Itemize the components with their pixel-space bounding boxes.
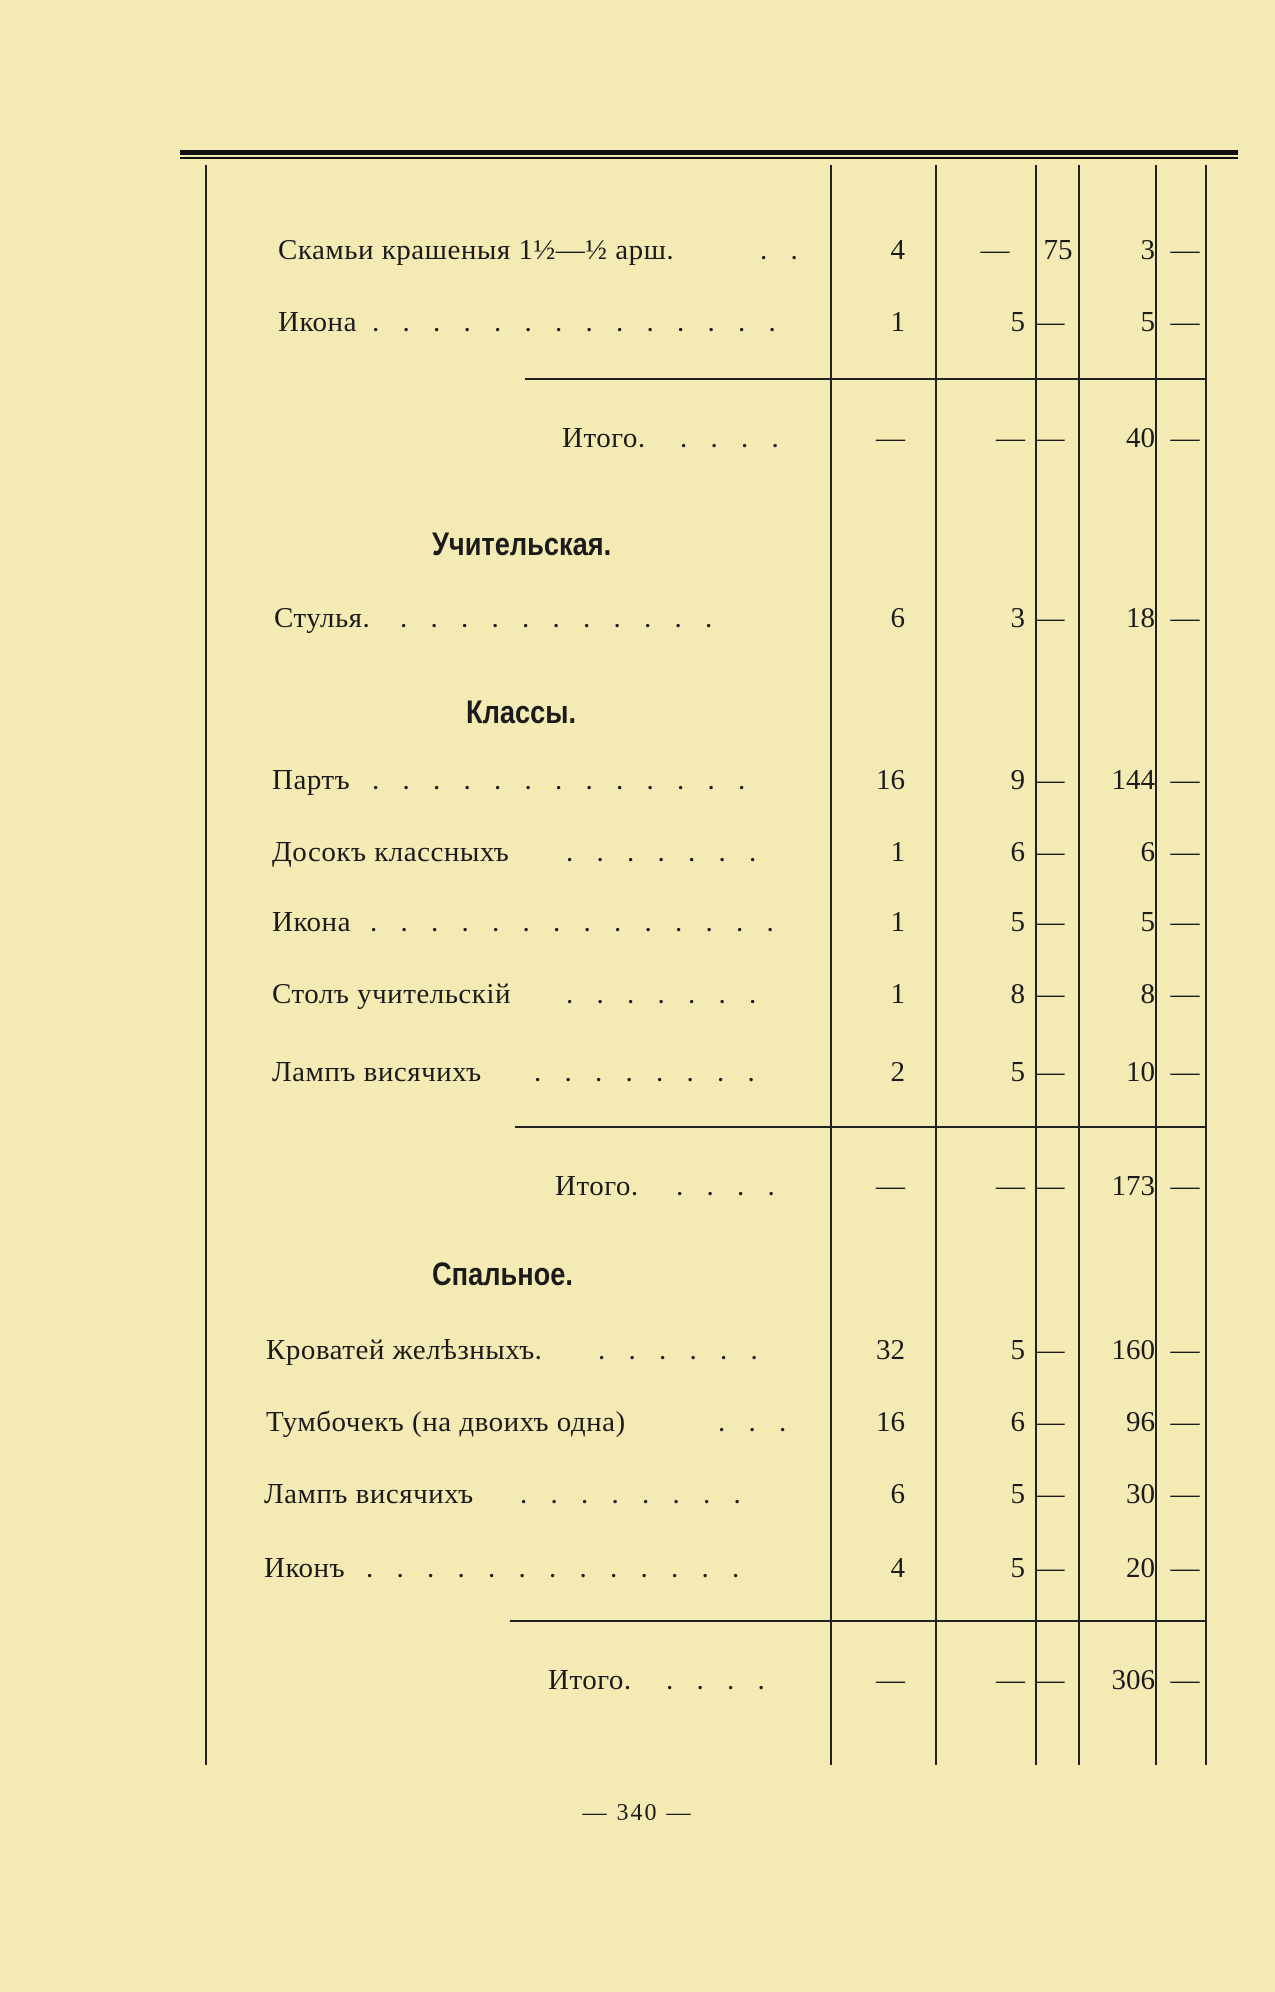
sum-rub-cell: 5: [1140, 306, 1155, 338]
price-rub-cell: —: [996, 422, 1025, 454]
qty-cell: 1: [890, 906, 905, 938]
table-row: [0, 234, 1275, 284]
sum-kop-cell: —: [1170, 1170, 1200, 1202]
qty-cell: 16: [876, 764, 905, 796]
leader-dots: . . . . . . . . . . . . . .: [370, 906, 782, 938]
item-label: Стулья.: [274, 602, 371, 634]
sum-rub-cell: 8: [1140, 978, 1155, 1010]
leader-dots: . . . . . . . . . . . . .: [366, 1552, 748, 1584]
section-heading: Классы.: [466, 694, 577, 730]
sum-kop-cell: —: [1170, 978, 1200, 1010]
price-kop-cell: —: [1035, 978, 1065, 1010]
leader-dots: . . . .: [666, 1664, 773, 1696]
page-number: — 340 —: [582, 1800, 693, 1826]
table-row: [0, 1478, 1275, 1528]
sum-kop-cell: —: [1170, 306, 1200, 338]
sum-rub-cell: 10: [1126, 1056, 1155, 1088]
leader-dots: . . .: [718, 1406, 795, 1438]
sum-kop-cell: —: [1170, 836, 1200, 868]
price-rub-cell: 5: [1010, 1478, 1025, 1510]
top-rule: [180, 150, 1238, 155]
price-rub-cell: —: [980, 234, 1010, 266]
qty-cell: 4: [890, 234, 905, 266]
total-row: [0, 1664, 1275, 1714]
price-rub-cell: 9: [1010, 764, 1025, 796]
total-rule: [525, 378, 1205, 380]
qty-cell: —: [876, 422, 905, 454]
item-label: Столъ учительскій: [272, 978, 511, 1010]
sum-kop-cell: —: [1170, 1334, 1200, 1366]
price-kop-cell: —: [1035, 1406, 1065, 1438]
price-kop-cell: 75: [1043, 234, 1073, 266]
price-rub-cell: —: [996, 1170, 1025, 1202]
item-label: Скамьи крашеныя 1½—½ арш.: [278, 234, 675, 266]
sum-rub-cell: 6: [1140, 836, 1155, 868]
table-row: [0, 978, 1275, 1028]
leader-dots: . . . . . . .: [566, 978, 765, 1010]
sum-kop-cell: —: [1170, 234, 1200, 266]
price-kop-cell: —: [1035, 602, 1065, 634]
qty-cell: 6: [890, 602, 905, 634]
table-row: [0, 1056, 1275, 1106]
sum-kop-cell: —: [1170, 1552, 1200, 1584]
sum-rub-cell: 173: [1111, 1170, 1155, 1202]
leader-dots: . . . . . . .: [566, 836, 765, 868]
leader-dots: . . . . . . . .: [534, 1056, 763, 1088]
top-rule-thin: [180, 157, 1238, 159]
table-row: [0, 906, 1275, 956]
qty-cell: 16: [876, 1406, 905, 1438]
qty-cell: 1: [890, 978, 905, 1010]
table-row: [0, 836, 1275, 886]
item-label: Икона: [272, 906, 351, 938]
leader-dots: . . . . . . . . . . . . . .: [372, 306, 784, 338]
sum-kop-cell: —: [1170, 422, 1200, 454]
leader-dots: . . . .: [680, 422, 787, 454]
total-label: Итого.: [555, 1170, 639, 1202]
sum-kop-cell: —: [1170, 1478, 1200, 1510]
price-kop-cell: —: [1035, 1056, 1065, 1088]
total-row: [0, 422, 1275, 472]
price-rub-cell: 5: [1010, 1552, 1025, 1584]
item-label: Иконъ: [264, 1552, 346, 1584]
sum-rub-cell: 18: [1126, 602, 1155, 634]
price-kop-cell: —: [1035, 1478, 1065, 1510]
sum-rub-cell: 160: [1111, 1334, 1155, 1366]
item-label: Лампъ висячихъ: [272, 1056, 482, 1088]
price-kop-cell: —: [1035, 764, 1065, 796]
price-kop-cell: —: [1035, 1170, 1065, 1202]
price-rub-cell: 3: [1010, 602, 1025, 634]
sum-kop-cell: —: [1170, 1056, 1200, 1088]
item-label: Икона: [278, 306, 357, 338]
table-row: [0, 1334, 1275, 1384]
item-label: Кроватей желѣзныхъ.: [266, 1334, 543, 1366]
price-kop-cell: —: [1035, 1552, 1065, 1584]
table-row: [0, 1552, 1275, 1602]
sum-rub-cell: 40: [1126, 422, 1155, 454]
qty-cell: 32: [876, 1334, 905, 1366]
sum-rub-cell: 30: [1126, 1478, 1155, 1510]
sum-rub-cell: 144: [1111, 764, 1155, 796]
sum-rub-cell: 5: [1140, 906, 1155, 938]
item-label: Тумбочекъ (на двоихъ одна): [266, 1406, 626, 1438]
sum-rub-cell: 3: [1140, 234, 1155, 266]
qty-cell: 1: [890, 306, 905, 338]
total-rule: [510, 1620, 1205, 1622]
price-kop-cell: —: [1035, 422, 1065, 454]
price-kop-cell: —: [1035, 306, 1065, 338]
qty-cell: 2: [890, 1056, 905, 1088]
price-rub-cell: 5: [1010, 906, 1025, 938]
total-row: [0, 1170, 1275, 1220]
price-rub-cell: 5: [1010, 1056, 1025, 1088]
section-heading: Спальное.: [432, 1256, 573, 1292]
price-kop-cell: —: [1035, 1334, 1065, 1366]
sum-kop-cell: —: [1170, 602, 1200, 634]
item-label: Партъ: [272, 764, 351, 796]
price-rub-cell: 8: [1010, 978, 1025, 1010]
table-row: [0, 306, 1275, 356]
qty-cell: 6: [890, 1478, 905, 1510]
price-kop-cell: —: [1035, 906, 1065, 938]
item-label: Досокъ классныхъ: [272, 836, 510, 868]
price-kop-cell: —: [1035, 836, 1065, 868]
qty-cell: —: [876, 1664, 905, 1696]
qty-cell: 4: [890, 1552, 905, 1584]
price-rub-cell: 6: [1010, 1406, 1025, 1438]
price-rub-cell: —: [996, 1664, 1025, 1696]
sum-kop-cell: —: [1170, 764, 1200, 796]
sum-kop-cell: —: [1170, 1406, 1200, 1438]
total-label: Итого.: [548, 1664, 632, 1696]
qty-cell: —: [876, 1170, 905, 1202]
price-kop-cell: —: [1035, 1664, 1065, 1696]
leader-dots: . . . . . .: [598, 1334, 766, 1366]
table-row: [0, 1406, 1275, 1456]
sum-rub-cell: 96: [1126, 1406, 1155, 1438]
leader-dots: . . . .: [676, 1170, 783, 1202]
sum-kop-cell: —: [1170, 906, 1200, 938]
table-row: [0, 764, 1275, 814]
leader-dots: . . . . . . . .: [520, 1478, 749, 1510]
sum-kop-cell: —: [1170, 1664, 1200, 1696]
price-rub-cell: 5: [1010, 1334, 1025, 1366]
item-label: Лампъ висячихъ: [264, 1478, 474, 1510]
total-rule: [515, 1126, 1205, 1128]
price-rub-cell: 5: [1010, 306, 1025, 338]
section-heading: Учительская.: [432, 526, 612, 562]
leader-dots: . .: [760, 234, 806, 266]
leader-dots: . . . . . . . . . . . . .: [372, 764, 754, 796]
qty-cell: 1: [890, 836, 905, 868]
sum-rub-cell: 306: [1111, 1664, 1155, 1696]
price-rub-cell: 6: [1010, 836, 1025, 868]
table-row: [0, 602, 1275, 652]
sum-rub-cell: 20: [1126, 1552, 1155, 1584]
total-label: Итого.: [562, 422, 646, 454]
leader-dots: . . . . . . . . . . .: [400, 602, 721, 634]
